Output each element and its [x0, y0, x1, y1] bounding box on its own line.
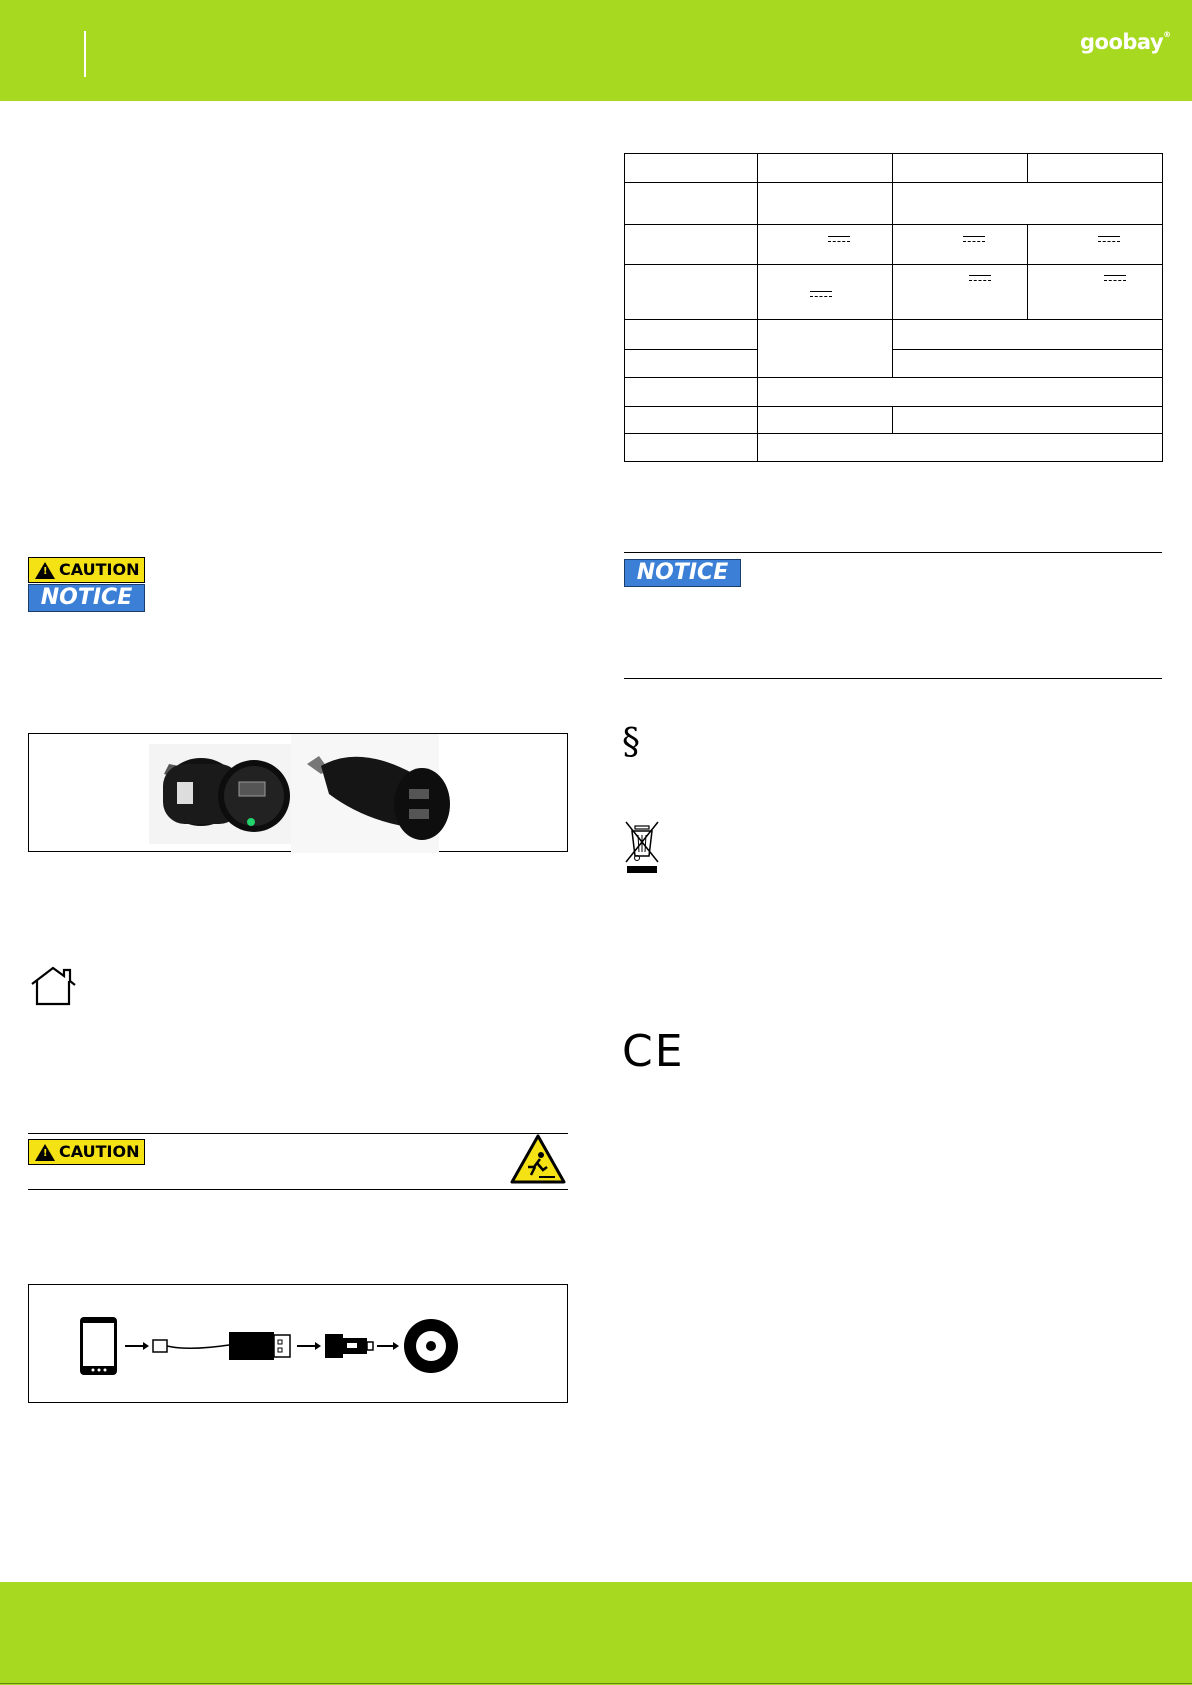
single-usb-charger-image	[149, 744, 304, 844]
table-cell	[625, 183, 758, 225]
table-cell	[758, 225, 893, 265]
warning-triangle-icon	[35, 1144, 55, 1161]
table-cell	[625, 434, 758, 462]
table-cell	[893, 183, 1163, 225]
header-divider	[84, 31, 86, 77]
caution-top-rule	[28, 1133, 568, 1134]
notice-top-rule	[624, 552, 1162, 553]
table-cell	[893, 265, 1028, 320]
car-charger-photos	[29, 734, 569, 853]
table-cell	[625, 320, 758, 350]
car-charger-icon	[325, 1334, 373, 1358]
table-cell	[625, 407, 758, 434]
table-cell	[625, 378, 758, 407]
page-footer	[0, 1582, 1192, 1685]
table-row	[625, 225, 1163, 265]
table-cell	[1028, 154, 1163, 183]
caution-label: ! CAUTION	[28, 557, 145, 583]
trip-hazard-warning-icon	[509, 1133, 567, 1185]
smartphone-icon	[80, 1317, 117, 1375]
table-cell	[893, 225, 1028, 265]
table-row	[625, 154, 1163, 183]
specifications-table	[624, 153, 1163, 462]
table-cell	[758, 434, 1163, 462]
ce-mark-icon: CE	[622, 1026, 685, 1077]
table-cell	[893, 154, 1028, 183]
table-row	[625, 434, 1163, 462]
table-cell	[625, 154, 758, 183]
table-cell	[758, 183, 893, 225]
table-cell	[758, 320, 893, 378]
warning-triangle-icon	[35, 562, 55, 579]
table-cell	[758, 378, 1163, 407]
footer-rule	[0, 1683, 1192, 1684]
dc-symbol-icon	[1104, 275, 1126, 283]
connection-diagram	[29, 1285, 569, 1404]
notice-label-2: NOTICE	[624, 559, 741, 587]
car-socket-icon	[404, 1319, 458, 1373]
table-row	[625, 320, 1163, 350]
table-cell	[625, 225, 758, 265]
product-image-frame	[28, 733, 568, 852]
table-cell	[1028, 225, 1163, 265]
caution-bottom-rule	[28, 1189, 568, 1190]
notice-label: NOTICE	[28, 584, 145, 612]
dc-symbol-icon	[969, 275, 991, 283]
dc-symbol-icon	[828, 236, 850, 244]
dc-symbol-icon	[810, 291, 832, 299]
table-row	[625, 407, 1163, 434]
table-cell	[758, 154, 893, 183]
arrow-icon	[125, 1342, 149, 1350]
table-cell	[893, 350, 1163, 378]
usb-cable-icon	[153, 1332, 290, 1360]
table-cell	[758, 407, 893, 434]
table-row	[625, 265, 1163, 320]
arrow-icon	[377, 1342, 399, 1350]
dc-symbol-icon	[963, 236, 985, 244]
section-sign-icon: §	[622, 722, 640, 763]
table-cell	[758, 265, 893, 320]
connection-diagram-frame	[28, 1284, 568, 1403]
goobay-logo: goobay®	[1080, 30, 1171, 54]
house-icon	[28, 966, 78, 1006]
table-cell	[625, 265, 758, 320]
table-cell	[893, 407, 1163, 434]
notice-bottom-rule	[624, 678, 1162, 679]
table-row	[625, 378, 1163, 407]
page-header	[0, 0, 1192, 101]
table-cell	[1028, 265, 1163, 320]
table-row	[625, 183, 1163, 225]
dual-usb-charger-image	[291, 734, 450, 853]
caution-label-2: ! CAUTION	[28, 1139, 145, 1165]
crossed-bin-icon	[624, 820, 662, 874]
table-cell	[893, 320, 1163, 350]
table-row	[625, 350, 1163, 378]
arrow-icon	[297, 1342, 321, 1350]
dc-symbol-icon	[1098, 236, 1120, 244]
table-cell	[625, 350, 758, 378]
